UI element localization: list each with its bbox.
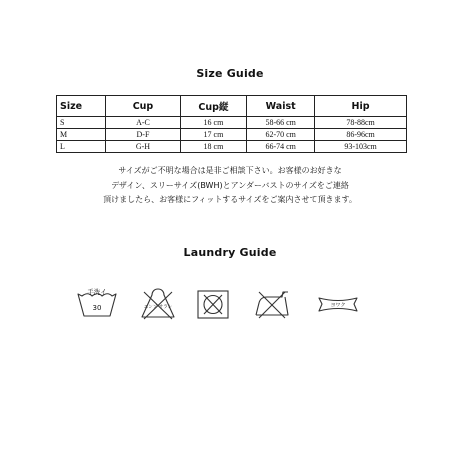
header-waist: Waist — [247, 96, 315, 117]
cell-size: S — [57, 117, 106, 129]
note-line: サイズがご不明な場合は是非ご相談下さい。お客様のお好きな — [118, 166, 342, 175]
hand-wash-temp: 30 — [92, 304, 102, 312]
table-row — [57, 129, 407, 141]
no-iron-icon — [250, 286, 294, 322]
note-line: デザイン、スリーサイズ(BWH)とアンダーバストのサイズをご連絡 — [111, 180, 349, 190]
net-wash-icon — [316, 286, 360, 322]
laundry-icons — [0, 286, 460, 322]
header-size: Size — [57, 96, 106, 117]
cell-size: L — [57, 141, 106, 153]
cell-cup: D-F — [106, 129, 180, 141]
cell-hip: 78-88cm — [315, 117, 407, 129]
no-tumble-dry-icon — [191, 286, 235, 322]
table-row — [57, 117, 407, 129]
header-hip: Hip — [315, 96, 407, 117]
no-bleach-label: エンソ サラシ — [143, 305, 173, 310]
cell-cup-length: 18 cm — [180, 141, 247, 153]
net-wash-label: ヨワク — [330, 302, 346, 309]
note-line: 頂けましたら、お客様にフィットするサイズをご案内させて頂きます。 — [103, 195, 357, 204]
cell-waist: 58-66 cm — [247, 117, 315, 129]
header-cup: Cup — [106, 96, 180, 117]
cell-waist: 66-74 cm — [247, 141, 315, 153]
size-guide-title: Size Guide — [196, 67, 264, 80]
size-table — [56, 95, 407, 153]
cell-hip: 86-96cm — [315, 129, 407, 141]
cell-hip: 93-103cm — [315, 141, 407, 153]
cell-cup: A-C — [106, 117, 180, 129]
size-notes — [0, 164, 460, 208]
cell-size: M — [57, 129, 106, 141]
header-cup-length: Cup縦 — [180, 96, 247, 117]
hand-wash-icon — [75, 286, 119, 322]
hand-wash-label: 手洗イ — [87, 288, 107, 296]
cell-cup-length: 17 cm — [180, 129, 247, 141]
no-bleach-icon — [136, 286, 180, 322]
cell-cup: G-H — [106, 141, 180, 153]
laundry-guide-title: Laundry Guide — [183, 246, 277, 259]
cell-cup-length: 16 cm — [180, 117, 247, 129]
table-header-row — [57, 96, 407, 117]
cell-waist: 62-70 cm — [247, 129, 315, 141]
table-row — [57, 141, 407, 153]
